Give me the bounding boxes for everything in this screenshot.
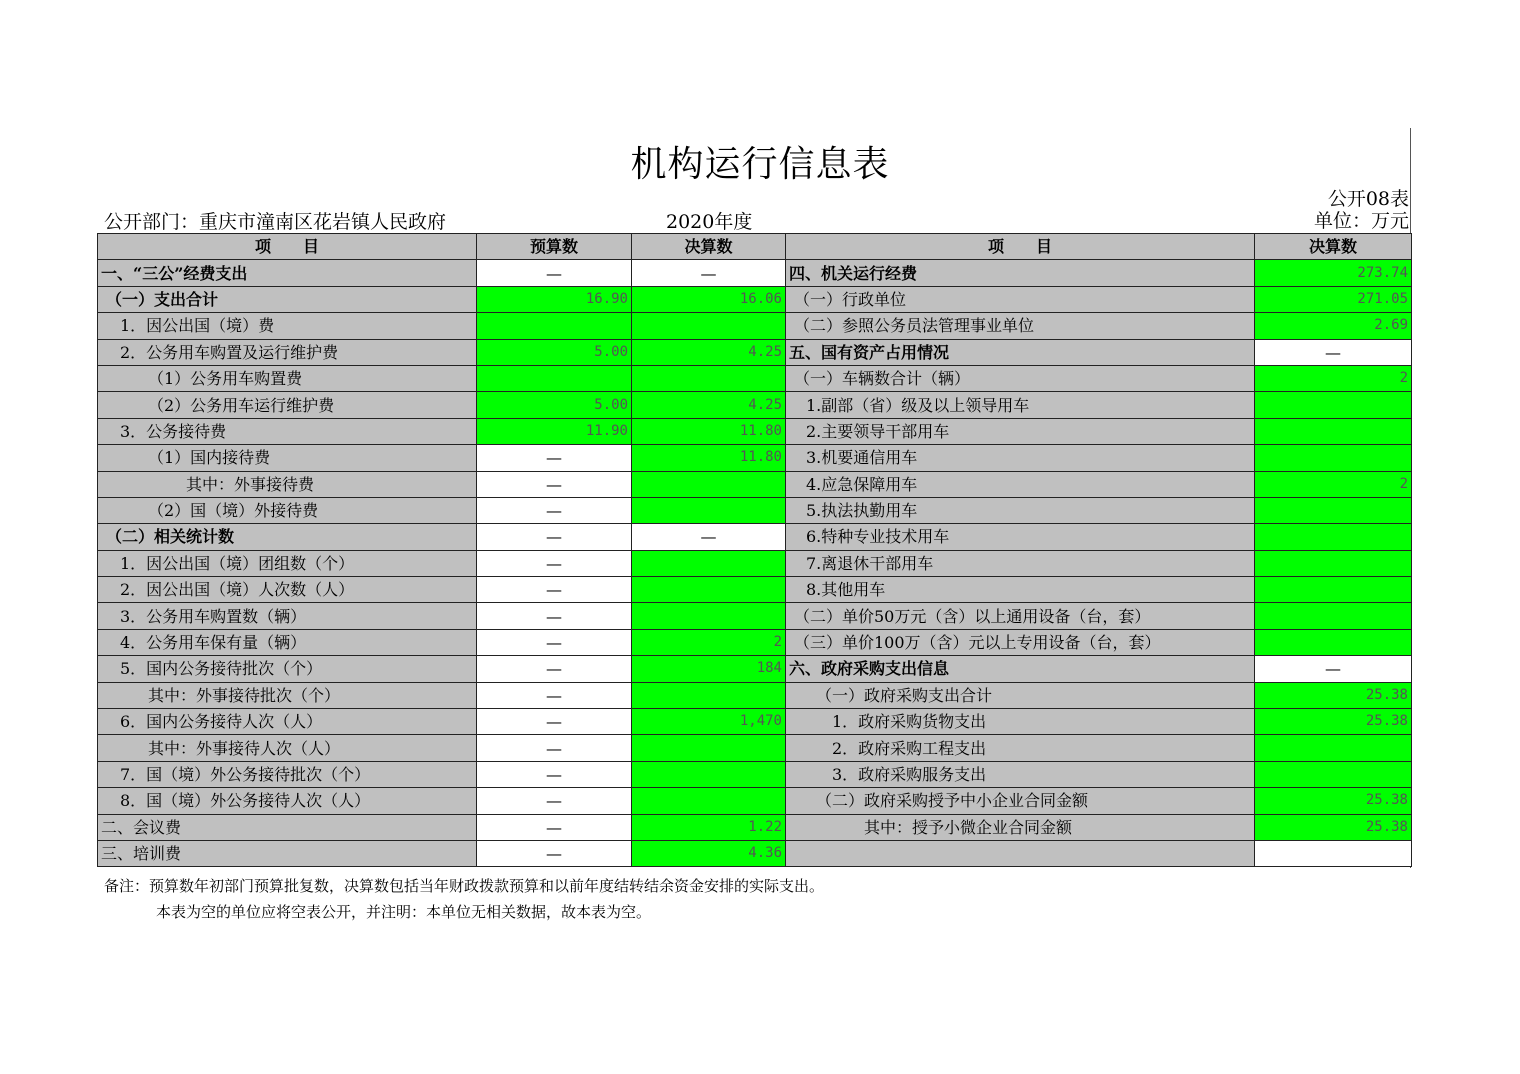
row-item-right: 6.特种专业技术用车 [786,524,1255,550]
row-item-right: 7.离退休干部用车 [786,550,1255,576]
row-item-left: 6．国内公务接待人次（人） [98,709,477,735]
row-final-right [1255,524,1412,550]
row-final-left: 184 [632,656,786,682]
row-final-left [632,497,786,523]
row-final-right: 2.69 [1255,313,1412,339]
page-title: 机构运行信息表 [630,144,890,185]
row-item-right: 1．政府采购货物支出 [786,709,1255,735]
row-budget: 11.90 [477,418,632,444]
row-item-right: 六、政府采购支出信息 [786,656,1255,682]
row-item-left: 3．公务用车购置数（辆） [98,603,477,629]
table-row [98,682,1412,708]
row-item-left: 其中：外事接待人次（人） [98,735,477,761]
row-final-left [632,313,786,339]
row-final-left [632,603,786,629]
row-item-right: 2．政府采购工程支出 [786,735,1255,761]
row-final-left: 1,470 [632,709,786,735]
row-budget: — [477,761,632,787]
row-item-left: （二）相关统计数 [98,524,477,550]
row-item-left: 二、会议费 [98,814,477,840]
table-row [98,761,1412,787]
table-row [98,577,1412,603]
row-final-left: — [632,524,786,550]
row-item-right: 5.执法执勤用车 [786,497,1255,523]
row-budget: — [477,629,632,655]
row-budget: — [477,550,632,576]
row-budget: — [477,682,632,708]
row-item-right: 1.副部（省）级及以上领导用车 [786,392,1255,418]
department-label: 公开部门：重庆市潼南区花岩镇人民政府 [104,211,447,233]
row-item-right: 3.机要通信用车 [786,445,1255,471]
row-item-left: 其中：外事接待批次（个） [98,682,477,708]
row-final-right [1255,840,1412,866]
row-final-right: 2 [1255,471,1412,497]
row-budget: 16.90 [477,286,632,312]
row-final-right [1255,418,1412,444]
row-item-right: （二）政府采购授予中小企业合同金额 [786,788,1255,814]
row-final-right [1255,550,1412,576]
notes [104,873,824,925]
row-item-right [786,840,1255,866]
row-final-left: — [632,260,786,286]
row-item-left: 7．国（境）外公务接待批次（个） [98,761,477,787]
row-budget: — [477,471,632,497]
row-budget: — [477,735,632,761]
row-item-left: 2．因公出国（境）人次数（人） [98,577,477,603]
row-final-right [1255,629,1412,655]
row-final-right: 25.38 [1255,682,1412,708]
note-line: 本表为空的单位应将空表公开，并注明：本单位无相关数据，故本表为空。 [156,903,652,921]
form-number: 公开08表 [1327,188,1409,210]
row-budget: — [477,260,632,286]
row-final-right [1255,603,1412,629]
table-row [98,656,1412,682]
row-final-right [1255,445,1412,471]
table-row [98,418,1412,444]
row-budget: — [477,603,632,629]
row-item-left: 三、培训费 [98,840,477,866]
table-row [98,339,1412,365]
table-row [98,365,1412,391]
row-final-right: 25.38 [1255,788,1412,814]
row-final-left: 1.22 [632,814,786,840]
row-item-right: （一）政府采购支出合计 [786,682,1255,708]
row-final-left: 4.25 [632,392,786,418]
row-final-left [632,577,786,603]
row-final-left [632,682,786,708]
row-item-left: 1．因公出国（境）费 [98,313,477,339]
row-final-right: — [1255,656,1412,682]
row-budget: — [477,814,632,840]
table-row [98,550,1412,576]
row-item-right: 五、国有资产占用情况 [786,339,1255,365]
header-item-left: 项 目 [98,234,477,260]
row-final-right: 2 [1255,365,1412,391]
table-row [98,788,1412,814]
row-budget: 5.00 [477,392,632,418]
row-item-right: （一）车辆数合计（辆） [786,365,1255,391]
row-item-right: 4.应急保障用车 [786,471,1255,497]
row-final-left [632,735,786,761]
row-final-left: 11.80 [632,445,786,471]
row-budget: — [477,840,632,866]
note-line: 备注：预算数年初部门预算批复数，决算数包括当年财政拨款预算和以前年度结转结余资金安排的实际支出。 [104,877,825,895]
row-final-right: 273.74 [1255,260,1412,286]
header-final-right: 决算数 [1255,234,1412,260]
table-row [98,709,1412,735]
row-budget: — [477,577,632,603]
header-item-right: 项 目 [786,234,1255,260]
row-item-left: （1）国内接待费 [98,445,477,471]
row-item-left: 8．国（境）外公务接待人次（人） [98,788,477,814]
row-item-right: 2.主要领导干部用车 [786,418,1255,444]
row-budget: 5.00 [477,339,632,365]
row-final-right: 25.38 [1255,709,1412,735]
table-row [98,735,1412,761]
row-final-left: 2 [632,629,786,655]
row-item-left: （2）国（境）外接待费 [98,497,477,523]
row-final-left: 4.36 [632,840,786,866]
row-item-left: （2）公务用车运行维护费 [98,392,477,418]
row-budget: — [477,656,632,682]
row-final-right: 25.38 [1255,814,1412,840]
table-row [98,524,1412,550]
table-row [98,445,1412,471]
fiscal-year: 2020年度 [666,211,753,233]
header-final-left: 决算数 [632,234,786,260]
row-budget: — [477,524,632,550]
table-row [98,840,1412,866]
header-row [98,234,1412,260]
row-item-left: （一）支出合计 [98,286,477,312]
row-item-right: 8.其他用车 [786,577,1255,603]
row-final-left: 4.25 [632,339,786,365]
row-item-right: （二）单价50万元（含）以上通用设备（台，套） [786,603,1255,629]
row-item-right: （二）参照公务员法管理事业单位 [786,313,1255,339]
table-row [98,286,1412,312]
row-final-right [1255,761,1412,787]
row-final-left: 16.06 [632,286,786,312]
row-item-left: 2．公务用车购置及运行维护费 [98,339,477,365]
row-final-left [632,550,786,576]
row-final-left [632,365,786,391]
table-row [98,313,1412,339]
row-item-left: 5．国内公务接待批次（个） [98,656,477,682]
row-final-left [632,471,786,497]
row-budget: — [477,497,632,523]
row-item-left: 其中：外事接待费 [98,471,477,497]
row-final-right [1255,392,1412,418]
row-item-right: 其中：授予小微企业合同金额 [786,814,1255,840]
row-item-left: 3．公务接待费 [98,418,477,444]
row-final-right: 271.05 [1255,286,1412,312]
row-final-right: — [1255,339,1412,365]
row-item-right: （一）行政单位 [786,286,1255,312]
row-item-right: （三）单价100万（含）元以上专用设备（台，套） [786,629,1255,655]
table-row [98,603,1412,629]
row-item-left: 1．因公出国（境）团组数（个） [98,550,477,576]
row-budget [477,313,632,339]
table-row [98,392,1412,418]
row-budget: — [477,445,632,471]
table-row [98,629,1412,655]
unit-label: 单位：万元 [1313,210,1409,232]
info-table [97,233,1412,867]
table-row [98,814,1412,840]
table-row [98,497,1412,523]
row-item-left: 4．公务用车保有量（辆） [98,629,477,655]
table-row [98,471,1412,497]
row-budget: — [477,788,632,814]
row-budget [477,365,632,391]
row-final-left [632,761,786,787]
row-item-right: 3．政府采购服务支出 [786,761,1255,787]
row-final-right [1255,577,1412,603]
row-item-left: 一、“三公”经费支出 [98,260,477,286]
row-final-right [1255,735,1412,761]
row-final-left [632,788,786,814]
row-final-left: 11.80 [632,418,786,444]
table-row [98,260,1412,286]
row-item-right: 四、机关运行经费 [786,260,1255,286]
row-final-right [1255,497,1412,523]
row-budget: — [477,709,632,735]
row-item-left: （1）公务用车购置费 [98,365,477,391]
header-budget: 预算数 [477,234,632,260]
